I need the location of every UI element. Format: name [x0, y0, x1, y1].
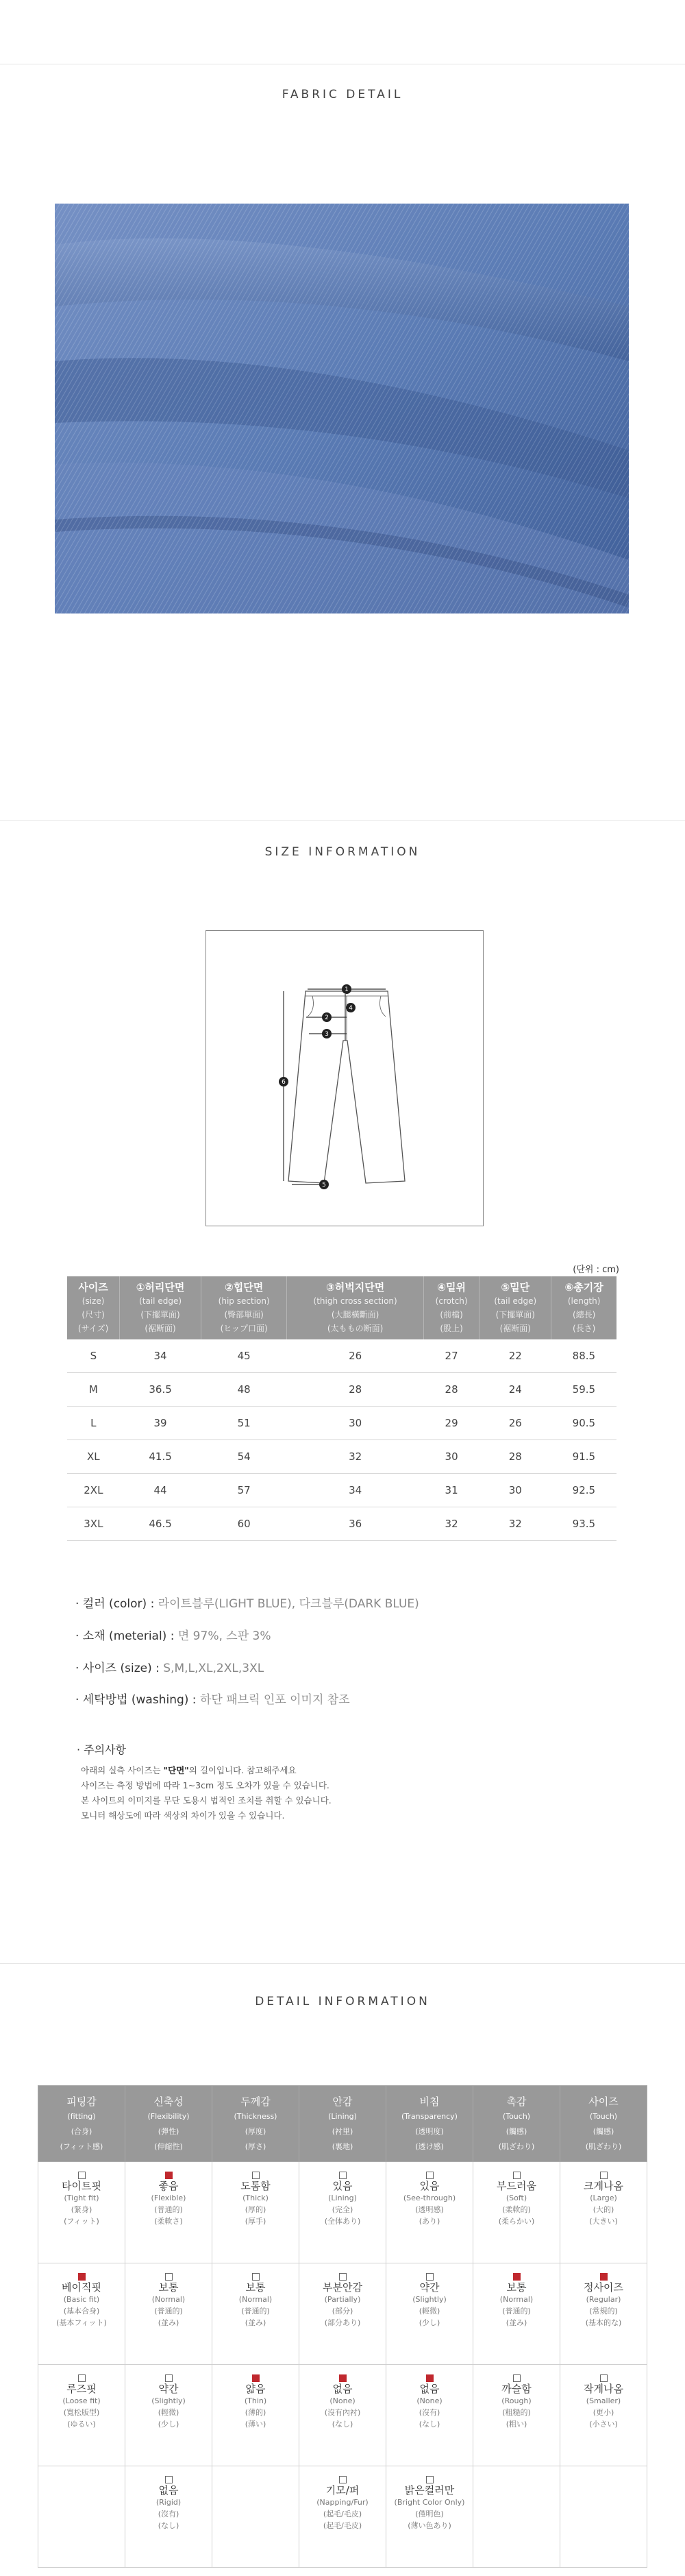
option-sublabel: (厚手): [245, 2217, 266, 2226]
option-sublabel: (なし): [158, 2521, 179, 2530]
size-value-cell: 91.5: [551, 1440, 616, 1474]
option-sublabel: (基本フィット): [56, 2318, 107, 2327]
size-value-cell: 24: [480, 1373, 551, 1407]
size-value-cell: 93.5: [551, 1507, 616, 1541]
checkbox-checked-icon: [339, 2374, 347, 2382]
checkbox-empty-icon: [252, 2273, 260, 2281]
size-value-cell: 36.5: [120, 1373, 201, 1407]
option-sublabel: (僅明色): [415, 2510, 444, 2518]
checkbox-empty-icon: [339, 2476, 347, 2483]
option-sublabel: (少し): [158, 2420, 179, 2429]
size-table-row: [67, 1507, 616, 1541]
notice-line-3: 본 사이트의 이미지를 무단 도용시 법적인 조치를 취할 수 있습니다.: [81, 1795, 332, 1806]
detail-option-cell: [212, 2263, 299, 2365]
size-header-cell: ⑥총기장 (length) (總長) (長さ): [551, 1276, 616, 1339]
size-value-cell: 60: [201, 1507, 286, 1541]
option-sublabel: (ゆるい): [67, 2420, 96, 2429]
detail-option-cell: [560, 2162, 647, 2263]
size-table-row: [67, 1474, 616, 1507]
option-label: 까슬함: [501, 2383, 532, 2395]
option-sublabel: (柔らかい): [498, 2217, 535, 2226]
fabric-detail-title: FABRIC DETAIL: [282, 88, 403, 101]
option-label: 부드러움: [497, 2180, 536, 2192]
detail-option-cell: [125, 2162, 212, 2263]
size-header-cell: ⑤밑단 (tail edge) (下擺單面) (裾断面): [480, 1276, 551, 1339]
size-value-cell: 57: [201, 1474, 286, 1507]
pants-outline: [206, 931, 483, 1226]
checkbox-empty-icon: [339, 2273, 347, 2281]
option-sublabel: (Rigid): [155, 2498, 182, 2507]
fabric-photo: [55, 204, 629, 613]
checkbox-empty-icon: [513, 2374, 521, 2382]
size-value-cell: 45: [201, 1339, 286, 1373]
option-sublabel: (沒有): [158, 2510, 179, 2518]
info-washing: · 세탁방법 (washing) : 하단 패브릭 인포 이미지 참조: [75, 1693, 350, 1707]
option-sublabel: (普通的): [154, 2307, 183, 2316]
detail-option-cell: [473, 2162, 560, 2263]
option-sublabel: (基本的な): [585, 2318, 622, 2327]
checkbox-checked-icon: [165, 2172, 173, 2179]
checkbox-empty-icon: [165, 2476, 173, 2483]
size-value-cell: 39: [120, 1407, 201, 1440]
option-sublabel: (None): [416, 2396, 443, 2405]
detail-option-cell: [38, 2162, 125, 2263]
size-table-header: [67, 1276, 616, 1339]
checkbox-empty-icon: [252, 2172, 260, 2179]
detail-table-row: [38, 2263, 647, 2365]
detail-divider: [0, 1963, 685, 1964]
detail-information-title: DETAIL INFORMATION: [255, 1995, 430, 2008]
option-label: 밝은컬러만: [404, 2484, 455, 2496]
detail-option-cell: [38, 2466, 125, 2568]
option-sublabel: (普通的): [154, 2205, 183, 2214]
notice-line-1: 아래의 실측 사이즈는 "단면"의 길이입니다. 참고해주세요: [81, 1765, 297, 1775]
info-size: · 사이즈 (size) : S,M,L,XL,2XL,3XL: [75, 1662, 264, 1675]
option-sublabel: (柔軟さ): [154, 2217, 183, 2226]
checkbox-checked-icon: [600, 2273, 608, 2281]
detail-header-cell: 신축성 (Flexibility) (彈性) (伸縮性): [125, 2086, 212, 2162]
detail-table-body: [38, 2162, 647, 2568]
checkbox-checked-icon: [426, 2374, 434, 2382]
option-sublabel: (大的): [593, 2205, 614, 2214]
option-sublabel: (Normal): [238, 2295, 273, 2304]
info-color: · 컬러 (color) : 라이트블루(LIGHT BLUE), 다크블루(DARK BLUE): [75, 1597, 419, 1611]
notice-text: [81, 1763, 332, 1823]
option-sublabel: (Large): [590, 2194, 617, 2202]
notice-line-4: 모니터 해상도에 따라 색상의 차이가 있을 수 있습니다.: [81, 1810, 285, 1821]
option-sublabel: (緊身): [71, 2205, 92, 2214]
unit-label: (단위 : cm): [573, 1265, 619, 1275]
detail-option-cell: [125, 2365, 212, 2466]
option-sublabel: (沒有內衬): [324, 2408, 361, 2417]
detail-option-cell: [386, 2162, 473, 2263]
detail-option-cell: [299, 2162, 386, 2263]
detail-option-cell: [299, 2263, 386, 2365]
option-sublabel: (粗い): [506, 2420, 527, 2429]
marker-label-3: 3: [325, 1031, 329, 1038]
size-value-cell: 31: [423, 1474, 479, 1507]
option-sublabel: (輕微): [158, 2408, 179, 2417]
option-label: 약간: [419, 2281, 440, 2294]
detail-table: [38, 2085, 647, 2568]
checkbox-empty-icon: [600, 2374, 608, 2382]
size-label-cell: M: [67, 1373, 120, 1407]
option-sublabel: (Basic fit): [63, 2295, 100, 2304]
detail-option-cell: [473, 2365, 560, 2466]
option-sublabel: (Normal): [151, 2295, 186, 2304]
size-value-cell: 22: [480, 1339, 551, 1373]
detail-table-header: [38, 2086, 647, 2162]
option-label: 타이트핏: [62, 2180, 101, 2192]
detail-option-cell: [386, 2263, 473, 2365]
option-sublabel: (完全): [332, 2205, 353, 2214]
checkbox-empty-icon: [426, 2476, 434, 2483]
option-sublabel: (Regular): [586, 2295, 621, 2304]
option-sublabel: (普通的): [241, 2307, 270, 2316]
option-label: 부분안감: [323, 2281, 362, 2294]
checkbox-checked-icon: [513, 2273, 521, 2281]
option-sublabel: (並み): [506, 2318, 527, 2327]
option-sublabel: (薄い色あり): [408, 2521, 451, 2530]
size-table-row: [67, 1373, 616, 1407]
size-value-cell: 28: [423, 1373, 479, 1407]
option-label: 보통: [506, 2281, 527, 2294]
size-value-cell: 28: [287, 1373, 424, 1407]
size-value-cell: 30: [480, 1474, 551, 1507]
size-value-cell: 92.5: [551, 1474, 616, 1507]
detail-option-cell: [38, 2365, 125, 2466]
size-value-cell: 32: [480, 1507, 551, 1541]
option-sublabel: (大きい): [589, 2217, 618, 2226]
checkbox-empty-icon: [165, 2273, 173, 2281]
option-sublabel: (なし): [419, 2420, 440, 2429]
detail-option-cell: [560, 2466, 647, 2568]
size-value-cell: 36: [287, 1507, 424, 1541]
size-header-cell: ③허벅지단면 (thigh cross section) (大腿橫斷面) (太ももの断面): [287, 1276, 424, 1339]
size-label-cell: XL: [67, 1440, 120, 1474]
option-sublabel: (柔軟的): [502, 2205, 531, 2214]
option-sublabel: (See-through): [403, 2194, 456, 2202]
detail-header-cell: 촉감 (Touch) (觸感) (肌ざわり): [473, 2086, 560, 2162]
option-sublabel: (常規的): [589, 2307, 618, 2316]
option-sublabel: (薄的): [245, 2408, 266, 2417]
size-value-cell: 41.5: [120, 1440, 201, 1474]
option-sublabel: (起毛/毛皮): [323, 2521, 362, 2530]
detail-option-cell: [38, 2263, 125, 2365]
option-sublabel: (Soft): [506, 2194, 527, 2202]
option-sublabel: (沒有): [419, 2408, 440, 2417]
size-table-row: [67, 1407, 616, 1440]
size-value-cell: 48: [201, 1373, 286, 1407]
size-value-cell: 32: [287, 1440, 424, 1474]
option-label: 없음: [332, 2383, 353, 2395]
size-value-cell: 54: [201, 1440, 286, 1474]
option-sublabel: (None): [329, 2396, 356, 2405]
marker-label-2: 2: [325, 1014, 329, 1021]
option-label: 보통: [158, 2281, 179, 2294]
size-value-cell: 27: [423, 1339, 479, 1373]
option-sublabel: (厚的): [245, 2205, 266, 2214]
detail-header-cell: 두께감 (Thickness) (厚度) (厚さ): [212, 2086, 299, 2162]
checkbox-empty-icon: [165, 2374, 173, 2382]
option-sublabel: (部分あり): [324, 2318, 361, 2327]
size-table-row: [67, 1339, 616, 1373]
size-table-row: [67, 1440, 616, 1474]
size-label-cell: L: [67, 1407, 120, 1440]
size-value-cell: 26: [480, 1407, 551, 1440]
notice-title: · 주의사항: [77, 1743, 126, 1756]
checkbox-empty-icon: [513, 2172, 521, 2179]
option-sublabel: (Bright Color Only): [394, 2498, 465, 2507]
detail-option-cell: [560, 2263, 647, 2365]
detail-header-cell: 안감 (Lining) (衬里) (裏地): [299, 2086, 386, 2162]
option-sublabel: (フィット): [64, 2217, 99, 2226]
option-label: 루즈핏: [66, 2383, 97, 2395]
option-label: 약간: [158, 2383, 179, 2395]
detail-option-cell: [560, 2365, 647, 2466]
option-sublabel: (Smaller): [586, 2396, 621, 2405]
marker-label-5: 5: [322, 1182, 326, 1189]
info-material: · 소재 (meterial) : 면 97%, 스판 3%: [75, 1629, 271, 1643]
detail-option-cell: [212, 2365, 299, 2466]
detail-header-cell: 피팅감 (fitting) (合身) (フィット感): [38, 2086, 125, 2162]
option-sublabel: (並み): [245, 2318, 266, 2327]
detail-header-cell: 사이즈 (Touch) (觸感) (肌ざわり): [560, 2086, 647, 2162]
option-label: 있음: [332, 2180, 353, 2192]
checkbox-empty-icon: [78, 2172, 86, 2179]
size-header-cell: ④밑위 (crotch) (前檔) (股上): [423, 1276, 479, 1339]
size-value-cell: 88.5: [551, 1339, 616, 1373]
size-label-cell: S: [67, 1339, 120, 1373]
size-value-cell: 26: [287, 1339, 424, 1373]
option-sublabel: (薄い): [245, 2420, 266, 2429]
marker-label-6: 6: [282, 1079, 286, 1086]
size-value-cell: 29: [423, 1407, 479, 1440]
detail-table-row: [38, 2466, 647, 2568]
option-label: 기모/퍼: [325, 2484, 360, 2496]
checkbox-checked-icon: [252, 2374, 260, 2382]
option-sublabel: (Slightly): [412, 2295, 447, 2304]
size-value-cell: 32: [423, 1507, 479, 1541]
option-sublabel: (Slightly): [151, 2396, 186, 2405]
option-sublabel: (基本合身): [63, 2307, 100, 2316]
size-value-cell: 46.5: [120, 1507, 201, 1541]
option-sublabel: (少し): [419, 2318, 440, 2327]
checkbox-empty-icon: [600, 2172, 608, 2179]
marker-label-4: 4: [349, 1005, 353, 1012]
size-header-cell: ②힙단면 (hip section) (臀部單面) (ヒップ口面): [201, 1276, 286, 1339]
option-label: 없음: [419, 2383, 440, 2395]
option-sublabel: (Rough): [501, 2396, 532, 2405]
size-value-cell: 44: [120, 1474, 201, 1507]
detail-option-cell: [299, 2466, 386, 2568]
detail-option-cell: [299, 2365, 386, 2466]
option-sublabel: (Napping/Fur): [316, 2498, 369, 2507]
size-value-cell: 30: [287, 1407, 424, 1440]
option-sublabel: (透明感): [415, 2205, 444, 2214]
size-value-cell: 28: [480, 1440, 551, 1474]
checkbox-checked-icon: [78, 2273, 86, 2281]
option-sublabel: (部分): [332, 2307, 353, 2316]
option-label: 정사이즈: [584, 2281, 623, 2294]
size-value-cell: 59.5: [551, 1373, 616, 1407]
size-value-cell: 90.5: [551, 1407, 616, 1440]
detail-table-row: [38, 2365, 647, 2466]
option-label: 없음: [158, 2484, 179, 2496]
checkbox-empty-icon: [426, 2172, 434, 2179]
option-sublabel: (粗糙的): [502, 2408, 531, 2417]
detail-option-cell: [473, 2466, 560, 2568]
option-sublabel: (Flexible): [151, 2194, 186, 2202]
option-sublabel: (更小): [593, 2408, 614, 2417]
size-value-cell: 34: [287, 1474, 424, 1507]
option-sublabel: (Normal): [499, 2295, 534, 2304]
option-label: 도톰함: [240, 2180, 271, 2192]
option-sublabel: (なし): [332, 2420, 353, 2429]
option-sublabel: (Thick): [242, 2194, 269, 2202]
size-table-body: [67, 1339, 616, 1541]
option-sublabel: (Thin): [244, 2396, 267, 2405]
size-divider: [0, 820, 685, 821]
size-value-cell: 34: [120, 1339, 201, 1373]
option-sublabel: (普通的): [502, 2307, 531, 2316]
detail-option-cell: [386, 2466, 473, 2568]
option-sublabel: (あり): [419, 2217, 440, 2226]
option-sublabel: (全体あり): [324, 2217, 361, 2226]
size-label-cell: 2XL: [67, 1474, 120, 1507]
size-table: [67, 1276, 616, 1541]
option-label: 베이직핏: [62, 2281, 101, 2294]
option-sublabel: (Loose fit): [62, 2396, 101, 2405]
checkbox-empty-icon: [78, 2374, 86, 2382]
option-label: 보통: [245, 2281, 266, 2294]
checkbox-empty-icon: [426, 2273, 434, 2281]
size-value-cell: 51: [201, 1407, 286, 1440]
option-sublabel: (寬松版型): [63, 2408, 100, 2417]
detail-header-cell: 비침 (Transparency) (透明度) (透け感): [386, 2086, 473, 2162]
option-sublabel: (Tight fit): [64, 2194, 99, 2202]
size-information-title: SIZE INFORMATION: [264, 845, 421, 859]
option-label: 좋음: [158, 2180, 179, 2192]
option-sublabel: (小さい): [589, 2420, 618, 2429]
size-label-cell: 3XL: [67, 1507, 120, 1541]
notice-line-2: 사이즈는 측정 방법에 따라 1~3cm 정도 오차가 있을 수 있습니다.: [81, 1780, 329, 1790]
option-sublabel: (起毛/毛皮): [323, 2510, 362, 2518]
option-label: 작게나옴: [584, 2383, 623, 2395]
option-sublabel: (Partially): [324, 2295, 361, 2304]
checkbox-empty-icon: [339, 2172, 347, 2179]
detail-option-cell: [473, 2263, 560, 2365]
option-label: 크게나옴: [584, 2180, 623, 2192]
pants-measurement-diagram: [206, 930, 484, 1226]
size-header-cell: ①허리단면 (tail edge) (下擺單面) (裾断面): [120, 1276, 201, 1339]
size-value-cell: 30: [423, 1440, 479, 1474]
marker-label-1: 1: [345, 986, 349, 993]
detail-table-row: [38, 2162, 647, 2263]
detail-option-cell: [212, 2466, 299, 2568]
option-label: 있음: [419, 2180, 440, 2192]
option-sublabel: (Lining): [328, 2194, 357, 2202]
option-sublabel: (並み): [158, 2318, 179, 2327]
detail-option-cell: [125, 2263, 212, 2365]
detail-option-cell: [386, 2365, 473, 2466]
size-header-cell: 사이즈 (size) (尺寸) (サイズ): [67, 1276, 120, 1339]
detail-option-cell: [125, 2466, 212, 2568]
option-sublabel: (輕微): [419, 2307, 440, 2316]
option-label: 얇음: [245, 2383, 266, 2395]
detail-option-cell: [212, 2162, 299, 2263]
